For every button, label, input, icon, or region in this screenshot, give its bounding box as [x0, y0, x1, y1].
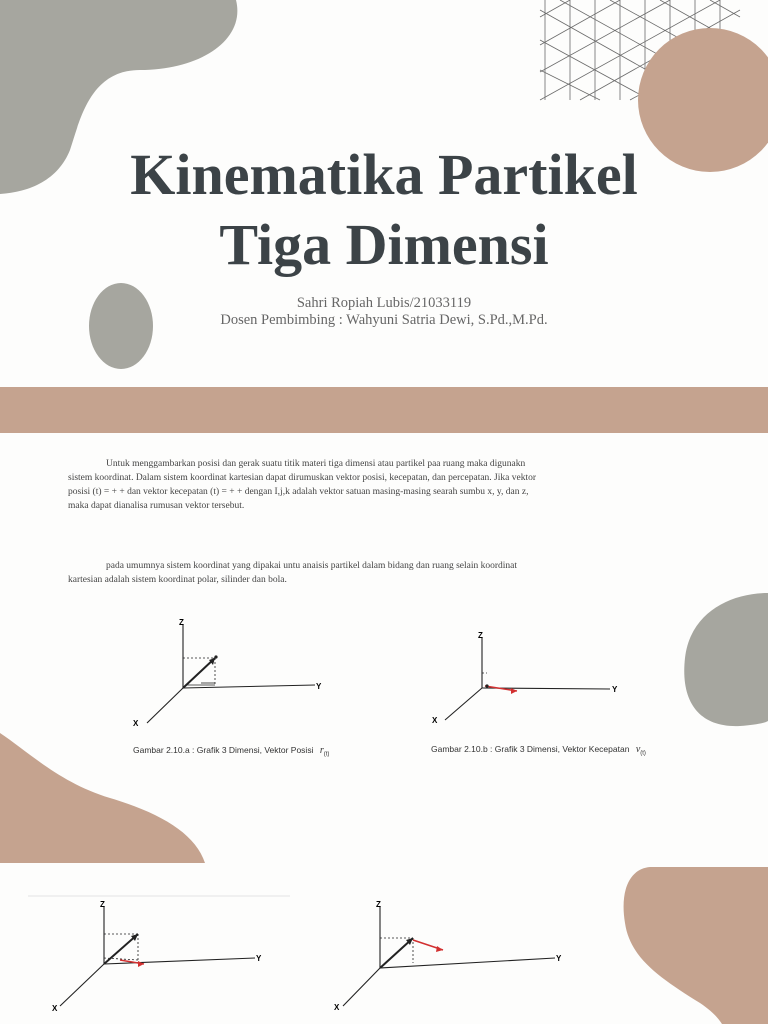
- slide-subtitle: [0, 295, 768, 329]
- figure-c-acceleration: [40, 898, 275, 1018]
- figure-b-velocity-vector: [425, 628, 640, 733]
- axis-y-label: Y: [316, 682, 322, 691]
- title-line-2: Tiga Dimensi: [219, 212, 549, 277]
- axis-z-label: Z: [100, 900, 105, 909]
- caption-a-symbol: r: [319, 745, 324, 756]
- caption-b-symbol: v: [635, 744, 641, 755]
- content-slide: [0, 433, 768, 863]
- axis-y-label: Y: [256, 954, 262, 963]
- axis-y-label: Y: [612, 685, 618, 694]
- caption-a-sub: (t): [323, 751, 330, 758]
- paragraph-1-line-4: maka dapat dianalisa rumusan vektor tersebut.: [68, 501, 245, 511]
- slide-separator-band: [0, 387, 768, 433]
- title-line-1: Kinematika Partikel: [130, 142, 638, 207]
- figures-slide: [0, 863, 768, 1024]
- x-axis: [343, 968, 380, 1006]
- y-axis: [183, 685, 315, 688]
- axis-y-label: Y: [556, 954, 562, 963]
- axis-x-label: X: [432, 716, 438, 725]
- author-line: Sahri Ropiah Lubis/21033119: [296, 295, 472, 311]
- caption-b-text: Gambar 2.10.b : Grafik 3 Dimensi, Vektor Kecepatan: [431, 744, 630, 754]
- paragraph-1-line-2: sistem koordinat. Dalam sistem koordinat kartesian dapat dirumuskan vektor posisi, kecepatan, dan percepatan. Jika vektor: [68, 473, 537, 483]
- grey-blob-right: [684, 593, 768, 726]
- x-axis: [147, 688, 183, 723]
- caption-a-text: Gambar 2.10.a : Grafik 3 Dimensi, Vektor Posisi: [133, 745, 314, 755]
- paragraph-2: [68, 559, 708, 587]
- paragraph-1-line-3: posisi (t) = + + dan vektor kecepatan (t) = + + dengan I,j,k adalah vektor satuan masing-masing searah sumbu x, y, dan z,: [68, 487, 529, 497]
- paragraph-1: [68, 457, 708, 513]
- y-axis: [380, 958, 555, 968]
- axis-z-label: Z: [376, 900, 381, 909]
- axis-x-label: X: [133, 719, 139, 728]
- title-slide: [0, 0, 768, 387]
- supervisor-line: Dosen Pembimbing : Wahyuni Satria Dewi, S.Pd.,M.Pd.: [220, 312, 548, 328]
- axis-z-label: Z: [478, 631, 483, 640]
- x-axis: [445, 688, 482, 720]
- paragraph-2-line-1: pada umumnya sistem koordinat yang dipakai untu anaisis partikel dalam bidang dan ruang selain koordinat: [106, 561, 518, 571]
- paragraph-2-line-2: kartesian adalah sistem koordinat polar, silinder dan bola.: [68, 575, 287, 585]
- axis-z-label: Z: [179, 618, 184, 627]
- axis-x-label: X: [334, 1003, 340, 1012]
- caption-figure-a: [133, 745, 329, 758]
- slide-title: [0, 140, 768, 280]
- figure-a-position-vector: [125, 613, 340, 733]
- x-axis: [60, 964, 104, 1006]
- position-vector-arrow: [183, 658, 215, 688]
- tan-blob-right: [624, 867, 768, 1024]
- caption-b-sub: (t): [640, 750, 646, 757]
- axis-x-label: X: [52, 1004, 58, 1013]
- caption-figure-b: [431, 744, 646, 757]
- figure-d-acceleration: [325, 898, 575, 1018]
- paragraph-1-line-1: Untuk menggambarkan posisi dan gerak suatu titik materi tiga dimensi atau partikel paa ruang maka digunakn: [106, 459, 526, 469]
